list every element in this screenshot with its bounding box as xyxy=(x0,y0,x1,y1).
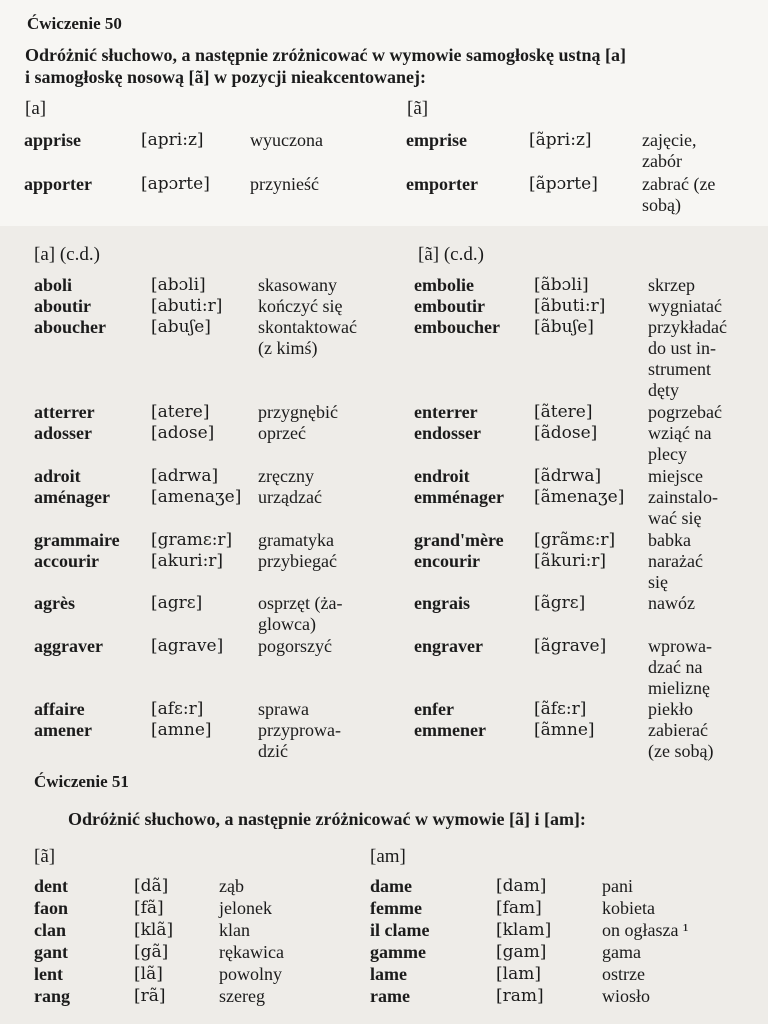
exercise-50-instruction-line1: Odróżnić słuchowo, a następnie zróżnicować w wymowie samogłoskę ustną [a] xyxy=(25,45,626,65)
ipa-nasal: [ãdrwa] xyxy=(534,466,602,486)
ipa-nasal: [fam] xyxy=(496,898,542,918)
word-nasal: engraver xyxy=(414,636,483,656)
translation-oral: przygnębić xyxy=(258,402,338,422)
translation-nasal: kobieta xyxy=(602,898,655,918)
ipa-nasal: [ãbɔli] xyxy=(534,275,589,295)
translation-nasal: pani xyxy=(602,876,633,896)
translation-oral: powolny xyxy=(219,964,282,984)
ipa-nasal: [lam] xyxy=(496,964,541,984)
translation-nasal: pogrzebać xyxy=(648,402,722,422)
word-nasal: emboucher xyxy=(414,317,500,337)
translation-nasal: piekło xyxy=(648,699,693,719)
translation-oral: urządzać xyxy=(258,487,322,507)
translation-nasal: miejsce xyxy=(648,466,703,486)
ipa-oral: [akuri:r] xyxy=(151,551,224,571)
exercise-51-title: Ćwiczenie 51 xyxy=(34,772,129,791)
ipa-oral: [apri:z] xyxy=(141,130,204,150)
word-oral: aggraver xyxy=(34,636,103,656)
ipa-oral: [adose] xyxy=(151,423,215,443)
ipa-nasal: [ram] xyxy=(496,986,544,1006)
word-oral: faon xyxy=(34,898,69,918)
word-oral: adosser xyxy=(34,423,92,443)
translation-nasal: wprowa- dzać na mieliznę xyxy=(648,636,712,698)
word-nasal: femme xyxy=(370,898,422,918)
column-header-oral: [a] xyxy=(25,98,47,119)
ipa-nasal: [ãbuti:r] xyxy=(534,296,606,316)
word-oral: rang xyxy=(34,986,70,1006)
word-oral: lent xyxy=(34,964,63,984)
word-oral: affaire xyxy=(34,699,85,719)
ipa-oral: [dã] xyxy=(134,876,169,896)
translation-oral: gramatyka xyxy=(258,530,334,550)
translation-oral: klan xyxy=(219,920,250,940)
ipa-nasal: [ãkuri:r] xyxy=(534,551,607,571)
translation-nasal: wziąć na plecy xyxy=(648,423,712,464)
translation-nasal: gama xyxy=(602,942,641,962)
translation-oral: osprzęt (ża- glowca) xyxy=(258,593,343,634)
ipa-nasal: [gam] xyxy=(496,942,547,962)
ipa-oral: [fã] xyxy=(134,898,164,918)
word-nasal: endosser xyxy=(414,423,481,443)
translation-nasal: skrzep xyxy=(648,275,695,295)
ipa-oral: [atere] xyxy=(151,402,210,422)
translation-oral: rękawica xyxy=(219,942,284,962)
word-oral: aménager xyxy=(34,487,110,507)
translation-oral: oprzeć xyxy=(258,423,306,443)
ipa-nasal: [dam] xyxy=(496,876,547,896)
translation-oral: skontaktować (z kimś) xyxy=(258,317,357,358)
translation-oral: ząb xyxy=(219,876,244,896)
word-nasal: encourir xyxy=(414,551,480,571)
translation-oral: wyuczona xyxy=(250,130,323,150)
translation-nasal: przykładać do ust in- strument dęty xyxy=(648,317,727,400)
ipa-nasal: [klam] xyxy=(496,920,552,940)
ipa-oral: [amne] xyxy=(151,720,212,740)
word-oral: amener xyxy=(34,720,92,740)
word-oral: atterrer xyxy=(34,402,95,422)
column-header-nasal-continued: [ã] (c.d.) xyxy=(418,244,484,265)
word-oral: adroit xyxy=(34,466,81,486)
word-nasal: emmener xyxy=(414,720,486,740)
translation-nasal: wygniatać xyxy=(648,296,722,316)
word-nasal: lame xyxy=(370,964,407,984)
translation-oral: pogorszyć xyxy=(258,636,332,656)
ipa-oral: [abuʃe] xyxy=(151,317,211,337)
ipa-oral: [amenaʒe] xyxy=(151,487,242,507)
translation-nasal: wiosło xyxy=(602,986,651,1006)
translation-oral: skasowany xyxy=(258,275,337,295)
translation-oral: przybiegać xyxy=(258,551,337,571)
column-header-am-51: [am] xyxy=(370,846,406,867)
ipa-nasal: [ãfɛ:r] xyxy=(534,699,587,719)
ipa-oral: [apɔrte] xyxy=(141,174,210,194)
exercise-50-title: Ćwiczenie 50 xyxy=(27,14,122,33)
word-nasal: enfer xyxy=(414,699,454,719)
ipa-oral: [abɔli] xyxy=(151,275,206,295)
word-oral: gant xyxy=(34,942,69,962)
exercise-51-instruction: Odróżnić słuchowo, a następnie zróżnicować w wymowie [ã] i [am]: xyxy=(68,809,586,829)
ipa-oral: [abuti:r] xyxy=(151,296,223,316)
translation-oral: kończyć się xyxy=(258,296,343,316)
ipa-nasal: [ãgrave] xyxy=(534,636,607,656)
word-oral: dent xyxy=(34,876,69,896)
ipa-nasal: [ãtere] xyxy=(534,402,593,422)
translation-nasal: ostrze xyxy=(602,964,645,984)
column-header-nasal: [ã] xyxy=(407,98,429,119)
word-oral: grammaire xyxy=(34,530,120,550)
word-oral: clan xyxy=(34,920,67,940)
word-nasal: il clame xyxy=(370,920,430,940)
word-oral: aboli xyxy=(34,275,73,295)
translation-nasal: zajęcie, zabór xyxy=(642,130,697,171)
ipa-nasal: [ãbuʃe] xyxy=(534,317,594,337)
word-nasal: emménager xyxy=(414,487,504,507)
ipa-oral: [agrave] xyxy=(151,636,224,656)
word-oral: accourir xyxy=(34,551,99,571)
word-nasal: dame xyxy=(370,876,412,896)
word-oral: aboutir xyxy=(34,296,92,316)
translation-nasal: zabrać (ze sobą) xyxy=(642,174,716,215)
translation-nasal: babka xyxy=(648,530,691,550)
word-oral: agrès xyxy=(34,593,75,613)
word-nasal: emporter xyxy=(406,174,478,194)
word-oral: aboucher xyxy=(34,317,106,337)
word-nasal: rame xyxy=(370,986,410,1006)
ipa-nasal: [ãpri:z] xyxy=(529,130,592,150)
ipa-nasal: [ãpɔrte] xyxy=(529,174,598,194)
word-nasal: enterrer xyxy=(414,402,478,422)
translation-oral: zręczny xyxy=(258,466,314,486)
word-oral: apporter xyxy=(24,174,92,194)
translation-oral: przyprowa- dzić xyxy=(258,720,341,761)
word-nasal: grand'mère xyxy=(414,530,504,550)
ipa-oral: [afɛ:r] xyxy=(151,699,204,719)
ipa-nasal: [ãgrɛ] xyxy=(534,593,586,613)
word-nasal: endroit xyxy=(414,466,470,486)
column-header-nasal-51: [ã] xyxy=(34,846,56,867)
translation-nasal: narażać się xyxy=(648,551,703,592)
word-nasal: embolie xyxy=(414,275,474,295)
column-header-oral-continued: [a] (c.d.) xyxy=(34,244,100,265)
ipa-nasal: [ãmenaʒe] xyxy=(534,487,625,507)
translation-nasal: zainstalo- wać się xyxy=(648,487,718,528)
translation-oral: jelonek xyxy=(219,898,272,918)
ipa-oral: [gã] xyxy=(134,942,169,962)
ipa-oral: [gramɛ:r] xyxy=(151,530,233,550)
word-nasal: gamme xyxy=(370,942,426,962)
ipa-nasal: [ãmne] xyxy=(534,720,595,740)
ipa-oral: [rã] xyxy=(134,986,166,1006)
word-oral: apprise xyxy=(24,130,82,150)
translation-oral: sprawa xyxy=(258,699,309,719)
ipa-oral: [klã] xyxy=(134,920,174,940)
translation-nasal: nawóz xyxy=(648,593,695,613)
ipa-nasal: [grãmɛ:r] xyxy=(534,530,616,550)
word-nasal: emprise xyxy=(406,130,467,150)
translation-oral: przynieść xyxy=(250,174,319,194)
translation-nasal: zabierać (ze sobą) xyxy=(648,720,714,761)
translation-oral: szereg xyxy=(219,986,265,1006)
ipa-oral: [agrɛ] xyxy=(151,593,203,613)
ipa-oral: [adrwa] xyxy=(151,466,219,486)
ipa-nasal: [ãdose] xyxy=(534,423,598,443)
translation-nasal: on ogłasza ¹ xyxy=(602,920,689,940)
word-nasal: engrais xyxy=(414,593,470,613)
word-nasal: emboutir xyxy=(414,296,485,316)
ipa-oral: [lã] xyxy=(134,964,163,984)
exercise-50-instruction-line2: i samogłoskę nosową [ã] w pozycji nieakcentowanej: xyxy=(25,67,426,87)
